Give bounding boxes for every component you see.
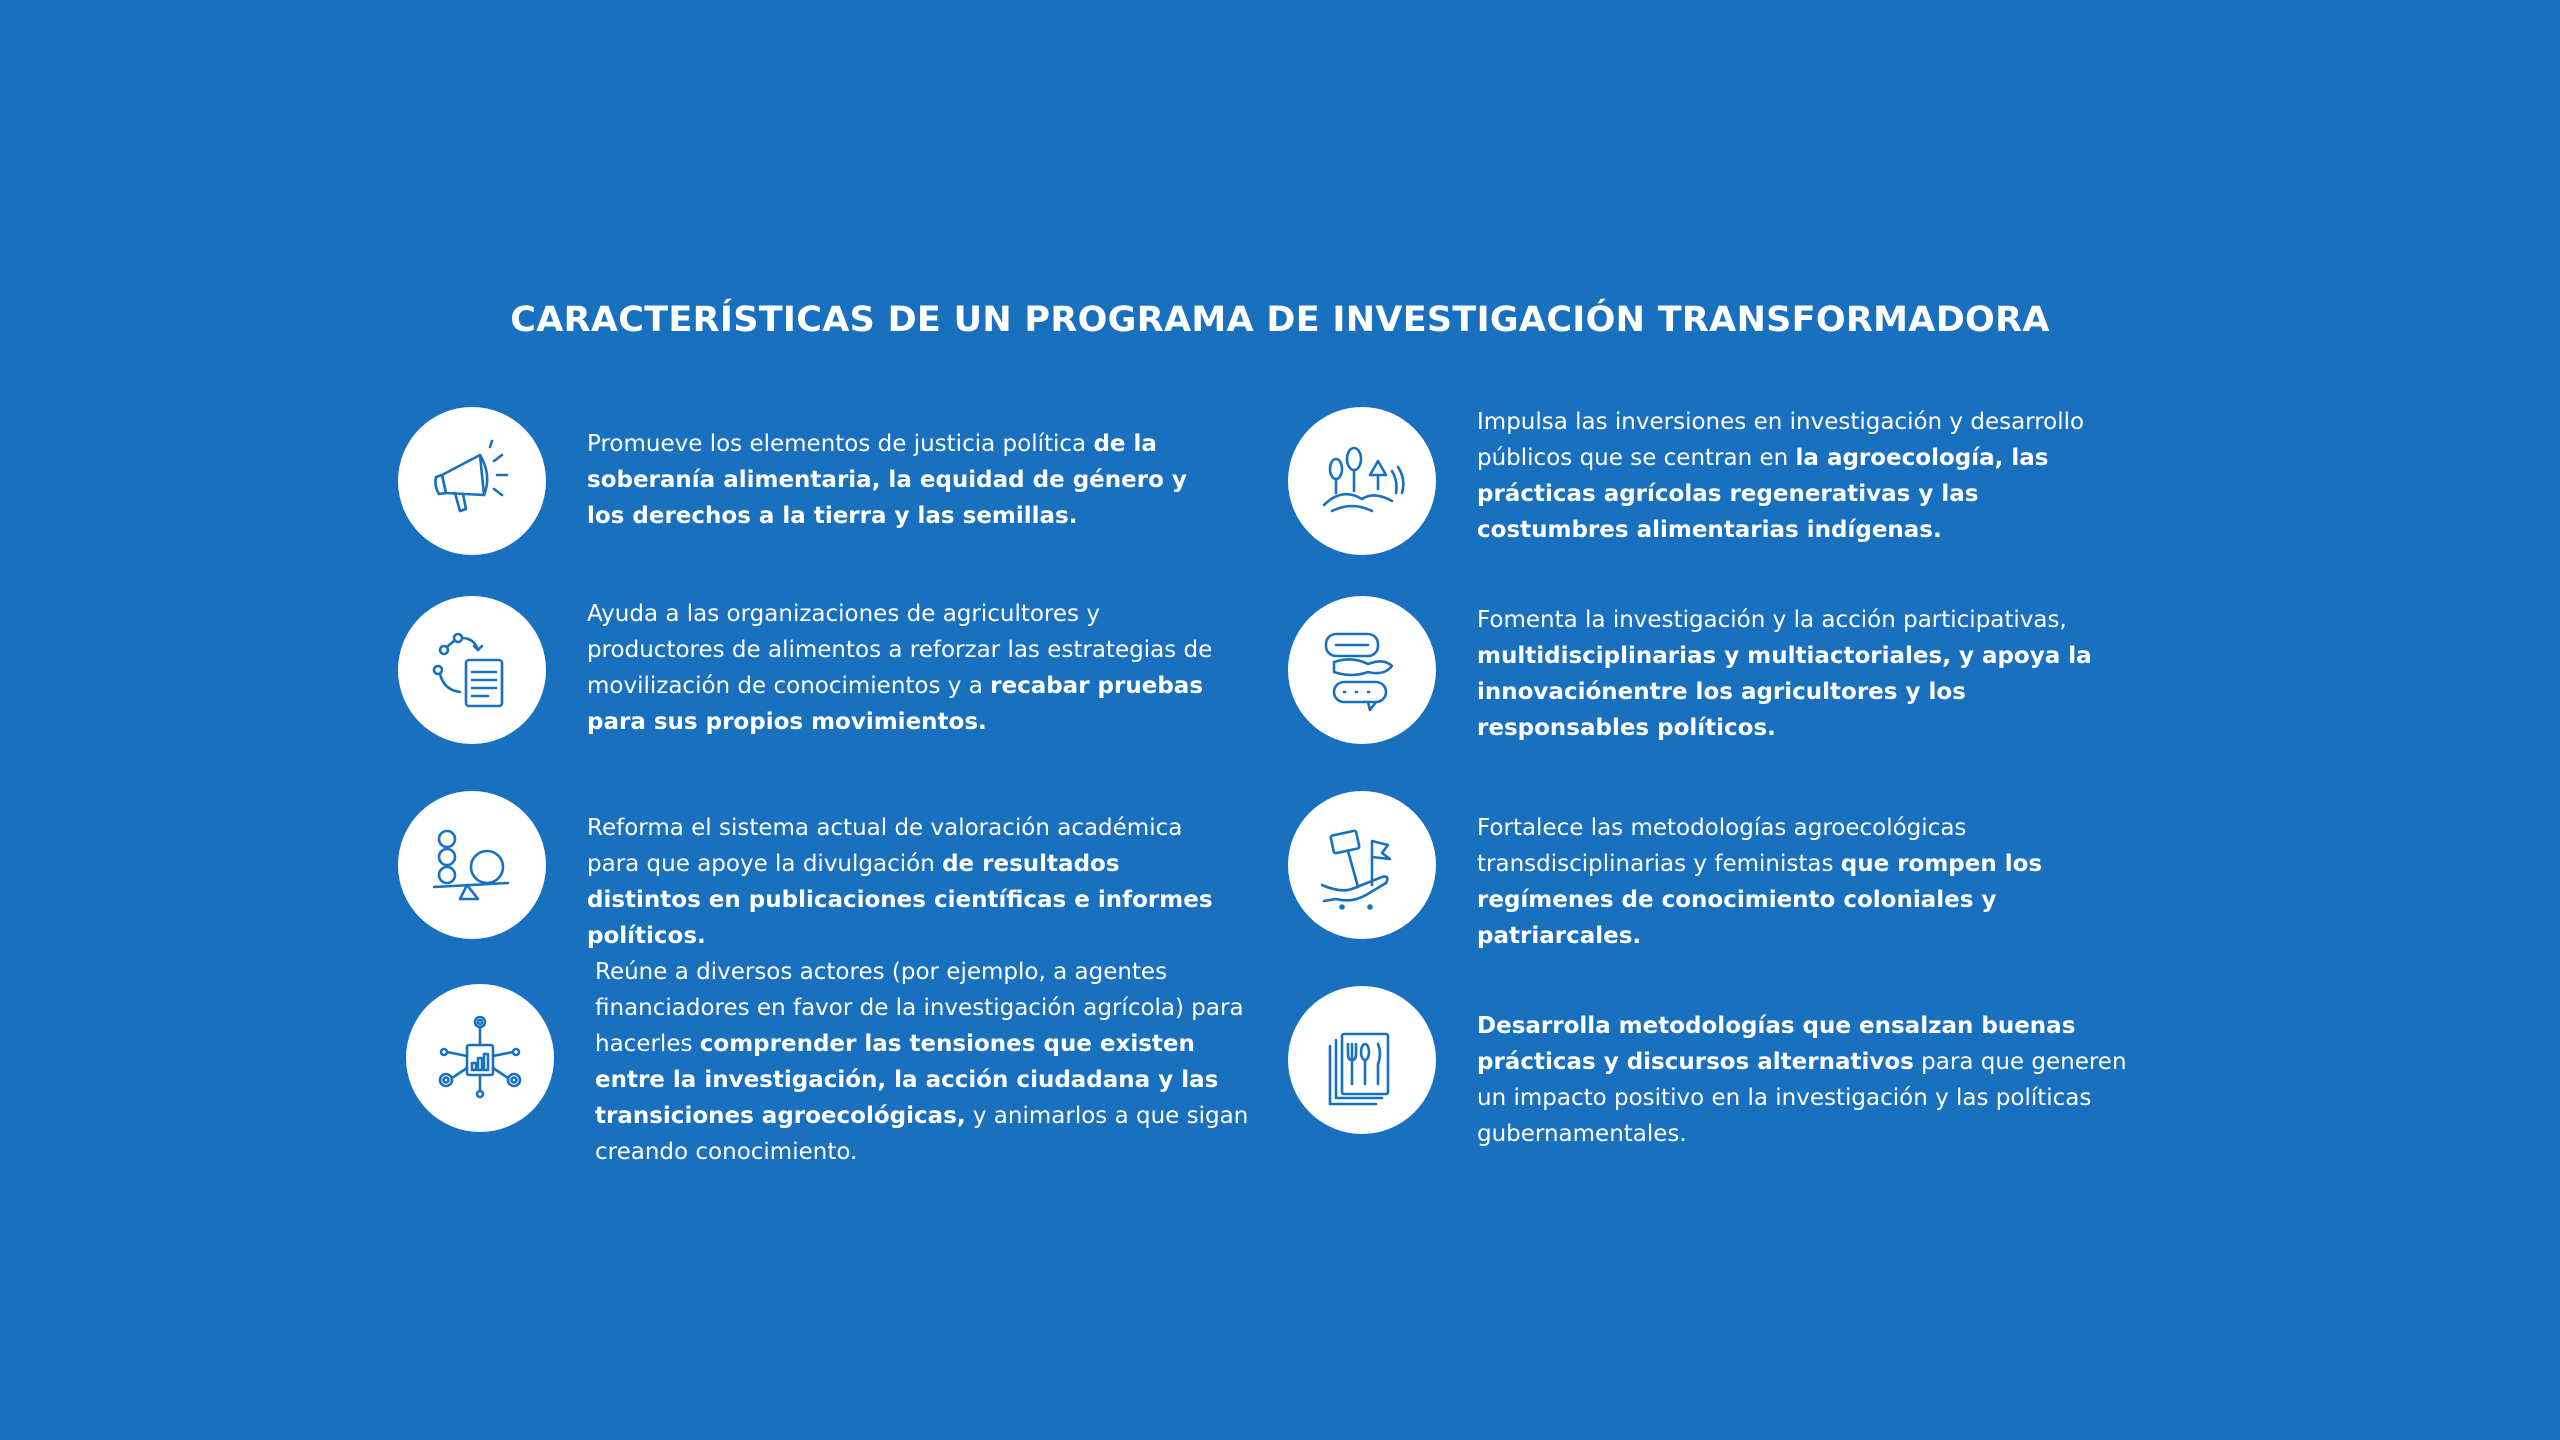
item-text-emphasis: que rompen los regímenes de conocimiento coloniales y patriarcales. [1477, 851, 2043, 949]
item-text-emphasis: la agroecología, las prácticas agrícolas regenerativas y las costumbres alimentarias indígenas. [1477, 445, 2049, 543]
item-8-circle [1288, 986, 1436, 1134]
hand-flags-icon [1312, 815, 1412, 915]
item-text-plain: Promueve los elementos de justicia política [587, 431, 1094, 457]
item-2-text [587, 596, 1237, 740]
item-7-text [1477, 810, 2167, 954]
item-text-plain: Reúne a diversos actores (por ejemplo, a agentes financiadores en favor de la investigación agrícola) para hacerles [595, 959, 1244, 1057]
item-text-emphasis: multidisciplinarias y multiactoriales, y apoya la innovaciónentre los agricultores y los responsables políticos. [1477, 643, 2092, 741]
item-4-circle [406, 984, 554, 1132]
item-text-plain: Impulsa las inversiones en investigación y desarrollo públicos que se centran en [1477, 409, 2085, 471]
page-title: CARACTERÍSTICAS DE UN PROGRAMA DE INVESTIGACIÓN TRANSFORMADORA [510, 300, 2050, 340]
item-text-plain: Fomenta la investigación y la acción participativas, [1477, 607, 2067, 633]
network-chart-icon [430, 1008, 530, 1108]
item-text-emphasis: de la soberanía alimentaria, la equidad de género y los derechos a la tierra y las semillas. [587, 431, 1187, 529]
item-3-text [587, 810, 1237, 954]
item-text-emphasis: recabar pruebas para sus propios movimientos. [587, 673, 1204, 735]
item-1-text [587, 426, 1207, 534]
item-text-plain: para que generen un impacto positivo en la investigación y las políticas gubernamentales. [1477, 1049, 2127, 1147]
item-2-circle [398, 596, 546, 744]
item-6-circle [1288, 596, 1436, 744]
menu-cutlery-icon [1312, 1010, 1412, 1110]
item-text-plain: Fortalece las metodologías agroecológicas transdisciplinarias y feministas [1477, 815, 1967, 877]
item-5-text [1477, 404, 2127, 548]
item-text-plain: y animarlos a que sigan creando conocimiento. [595, 1103, 1249, 1165]
item-4-text [595, 954, 1255, 1170]
item-7-circle [1288, 791, 1436, 939]
item-text-plain: Ayuda a las organizaciones de agricultores y productores de alimentos a reforzar las estrategias de movilización de conocimientos y a [587, 601, 1213, 699]
item-6-text [1477, 602, 2127, 746]
item-text-emphasis: Desarrolla metodologías que ensalzan buenas prácticas y discursos alternativos [1477, 1013, 2076, 1075]
item-1-circle [398, 407, 546, 555]
document-cycle-icon [422, 620, 522, 720]
item-text-plain: Reforma el sistema actual de valoración académica para que apoye la divulgación [587, 815, 1183, 877]
balance-scale-icon [422, 815, 522, 915]
agroecology-landscape-icon [1312, 431, 1412, 531]
item-8-text [1477, 1008, 2157, 1152]
item-text-emphasis: comprender las tensiones que existen entre la investigación, la acción ciudadana y las transiciones agroecológicas, [595, 1031, 1219, 1129]
speech-bubbles-icon [1312, 620, 1412, 720]
item-3-circle [398, 791, 546, 939]
megaphone-icon [422, 431, 522, 531]
item-5-circle [1288, 407, 1436, 555]
item-text-emphasis: de resultados distintos en publicaciones científicas e informes políticos. [587, 851, 1213, 949]
